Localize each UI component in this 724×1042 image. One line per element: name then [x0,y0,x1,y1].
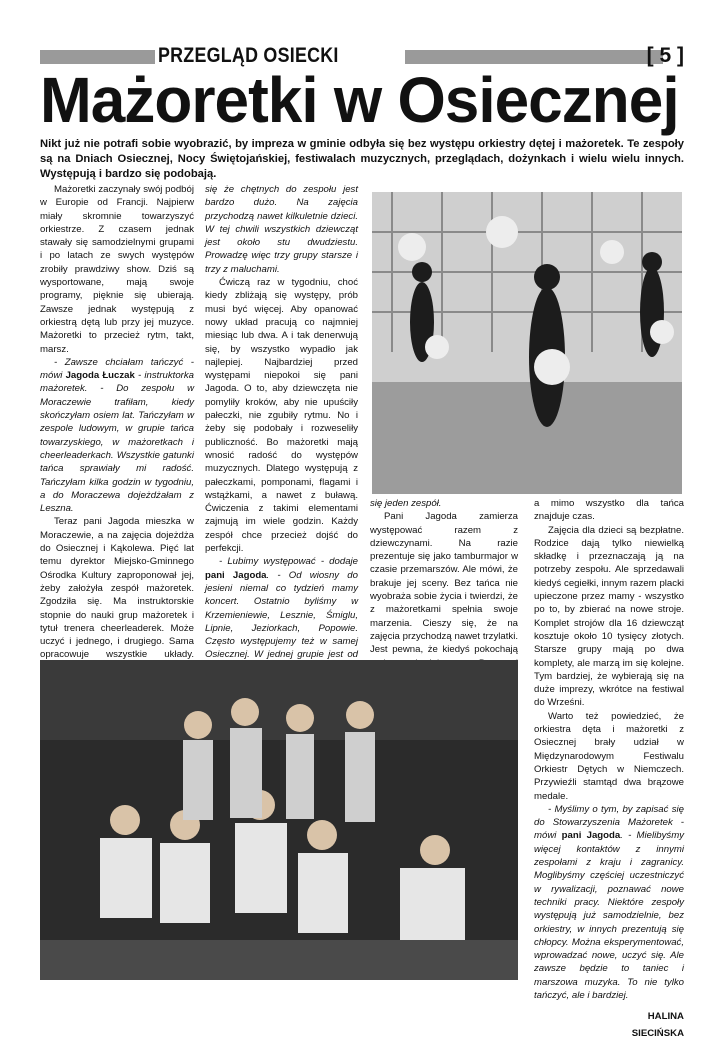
paragraph: Zajęcia dla dzieci są bezpłatne. Rodzice dają tylko niewielką składkę i przeznaczają ją na potrzeby zespołu. Ale sprzedawali kiedyś cegiełki, innym razem placki upieczone przez mamy - wszystko po to, by zbierać na nowe stroje. Komplet strojów dla 16 dziewcząt kosztuje około 10 tysięcy złotych. Starsze grupy mają po dwa komplety, ale marzą im się kolejne. Tym bardziej, że wybierają się na duże imprezy, wkrótce na festiwal do Wrześni. [534,524,684,709]
group-image [40,660,518,980]
majorettes-performance-photo [372,192,682,494]
author [534,1008,684,1042]
paragraph: Ćwiczą raz w tygodniu, choć kiedy zbliżają się występy, prób musi być więcej. Aby opanować nowy układ pracują co najmniej miesiąc lub dwa. A i tak denerwują się, by wszystko wypadło jak najlepiej. Najbardziej przed występami niepokoi się pani Jagoda. O to, aby dziewczęta nie pomyliły kroków, aby nie upuściły pałeczki, nie zgubiły rytmu. No i żeby się podobały i rozweseliły publiczność. Bo mażoretki mają wnosić radość do występów muzycznych. Dlatego występują z pałeczkami, pomponami, flagami i wstążkami, a nawet z buławą. Ćwiczenia z takimi elementami zajmują im wiele godzin. Każdy zespół chce przecież dojść do perfekcji. [205,277,358,555]
section-title: PRZEGLĄD OSIECKI [158,44,339,67]
paragraph: Warto też powiedzieć, że orkiestra dęta i mażoretki z Osiecznej brały udział w Międzynarodowym Festiwalu Orkiestr Dętych w Niemczech. Przywieźli stamtąd dwa brązowe medale. [534,710,684,802]
paragraph: Mażoretki zaczynały swój podbój w Europie od Francji. Najpierw miały skromnie towarzyszyć orkiestrze. Z czasem jednak stawały się samodzielnymi grupami i po latach ze swych występów zrobiły prawdziwy show. Dziś są wysportowane, mają swoje programy, pięknie się ubierają. Zawsze jednak występują z orkiestrą dętą lub przy jej muzyce. Mażoretki to przecież rytm, takt, marsz. [40,184,194,355]
article-lead: Nikt już nie potrafi sobie wyobrazić, by impreza w gminie odbyła się bez występu orkiestry dętej i mażoretek. Te zespoły są na Dniach Osiecznej, Nocy Świętojańskiej, festiwalach muzycznych, przeglądach, dożynkach i wielu wielu innych. Występują i bardzo się podobają. [40,138,684,180]
paragraph: - Myślimy o tym, by zapisać się do Stowarzyszenia Mażoretek - mówi pani Jagoda. - Mielibyśmy więcej kontaktów z innymi zespołami z kraju i zagranicy. Moglibyśmy częściej uczestniczyć w rywalizacji, poznawać nowe techniki pracy. Niektóre zespoły występują już samodzielnie, bez orkiestry, w innych prezentują się chłopcy. Można eksperymentować, wprowadzać nowe, uczyć się. Ale zawsze będzie to taniec i marszowa muzyka. To nie tylko tańczyć, ale i bardziej. [534,803,684,1001]
paragraph: Teraz pani Jagoda mieszka w Moraczewie, a na zajęcia dojeżdża do Osiecznej i Kąkolewa. Pięć lat temu dyrektor Miejsko-Gminnego Ośrodka Kultury zaproponował jej, żeby założyła zespół mażoretek. Zgodziła się. Ma instruktorskie stopnie do nauki grup mażoretek i tytuł trenera cheerleaderek. Może uczyć i jednego, i drugiego. Sama opracowuje wszystkie układy. [40,516,194,661]
paragraph: - Lubimy występować - dodaje pani Jagoda. - Od wiosny do jesieni niemal co tydzień mamy koncert. Ostatnio byliśmy w Krzemieniewie, Lesznie, Śmiglu, Lipnie, Jeziorkach, Popowie. Często występujemy też w samej Osiecznej. W jednej grupie jest od [205,556,358,661]
column-2 [205,183,358,728]
paragraph: - Zawsze chciałam tańczyć - mówi Jagoda Łuczak - instruktorka mażoretek. - Do zespołu w Moraczewie trafiłam, kiedy skończyłam osiem lat. Tańczyłam w zespole ludowym, w grupie tańca towarzyskiego, w mażoretkach i cheerleaderkach. Wszystkie gatunki tańca sprawiały mi radość. Tańczyłam kilka godzin w tygodniu, a do Moraczewa dojeżdżałam z Leszna. [40,356,194,515]
header-bar-right [405,50,663,64]
article-title: Mażoretki w Osiecznej [40,64,679,136]
group-photo [40,660,518,980]
author-last-name: SIECIŃSKA [631,1028,684,1040]
header-bar-left [40,50,155,64]
author-first-name: HALINA [647,1011,684,1023]
paragraph: Pani Jagoda zamierza występować razem z dziewczynami. Na razie prezentuje się jako tamburmajor w czasie przemarszów. Ale mówi, że brakuje jej sceny. Bez tańca nie wyobraża sobie życia i twierdzi, że z mażoretkami spełnia swoje marzenia. Cieszy się, że na zajęcia przychodzą nawet trzylatki. Jest pewna, że kiedyś pokochają [370,511,518,656]
performance-image [372,192,682,494]
paragraph: się że chętnych do zespołu jest bardzo dużo. Na zajęcia przychodzą nawet kilkuletnie dzieci. W tej chwili wszystkich dziewcząt jest około stu dwudziestu. Prowadzę więc trzy grupy starsze i trzy z maluchami. [205,184,358,275]
paragraph: a mimo wszystko dla tańca znajduje czas. [534,498,684,523]
paragraph: się jeden zespół. [370,498,442,509]
page-number: [ 5 ] [646,44,684,67]
column-4 [534,497,684,1042]
column-1 [40,183,194,728]
